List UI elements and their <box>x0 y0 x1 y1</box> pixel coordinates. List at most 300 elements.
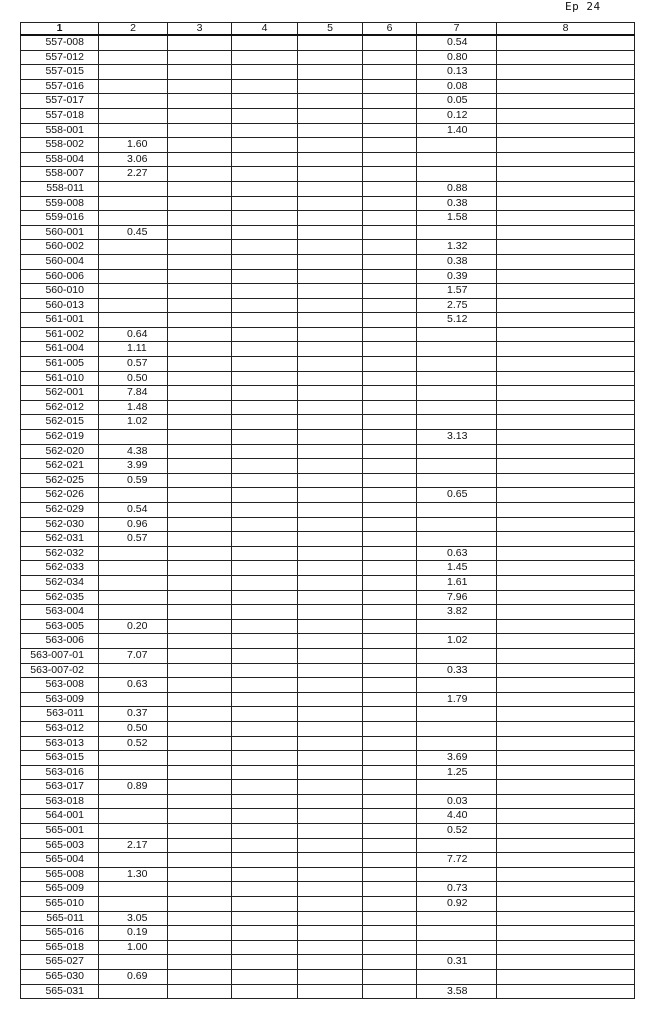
col7-value-cell <box>417 707 497 722</box>
row-id-cell: 560-004 <box>21 254 99 269</box>
column-header-2: 2 <box>99 23 168 36</box>
table-row <box>21 605 635 620</box>
col2-value-cell <box>99 269 168 284</box>
col4-cell <box>232 371 298 386</box>
row-id-cell: 558-007 <box>21 167 99 182</box>
col6-cell <box>363 765 417 780</box>
row-id-cell: 559-008 <box>21 196 99 211</box>
col4-cell <box>232 882 298 897</box>
col8-cell <box>497 386 635 401</box>
col7-value-cell <box>417 970 497 985</box>
col7-value-cell <box>417 780 497 795</box>
page-label: Ep 24 <box>565 0 601 13</box>
col8-cell <box>497 794 635 809</box>
col8-cell <box>497 955 635 970</box>
table-row <box>21 94 635 109</box>
col6-cell <box>363 619 417 634</box>
row-id-cell: 565-009 <box>21 882 99 897</box>
col8-cell <box>497 50 635 65</box>
col7-value-cell: 0.08 <box>417 79 497 94</box>
col5-cell <box>298 50 363 65</box>
row-id-cell: 558-002 <box>21 138 99 153</box>
col8-cell <box>497 707 635 722</box>
col6-cell <box>363 444 417 459</box>
col8-cell <box>497 298 635 313</box>
table-row <box>21 619 635 634</box>
ledger-table <box>20 22 635 999</box>
col6-cell <box>363 867 417 882</box>
col7-value-cell <box>417 517 497 532</box>
col3-cell <box>168 254 232 269</box>
col5-cell <box>298 35 363 50</box>
col8-cell <box>497 35 635 50</box>
col6-cell <box>363 50 417 65</box>
table-row <box>21 867 635 882</box>
col5-cell <box>298 225 363 240</box>
col8-cell <box>497 108 635 123</box>
col5-cell <box>298 459 363 474</box>
col2-value-cell <box>99 663 168 678</box>
col8-cell <box>497 459 635 474</box>
col6-cell <box>363 503 417 518</box>
table-row <box>21 415 635 430</box>
column-header-4: 4 <box>232 23 298 36</box>
col4-cell <box>232 663 298 678</box>
col2-value-cell <box>99 590 168 605</box>
col6-cell <box>363 736 417 751</box>
row-id-cell: 563-015 <box>21 751 99 766</box>
row-id-cell: 565-016 <box>21 926 99 941</box>
col3-cell <box>168 984 232 999</box>
col3-cell <box>168 575 232 590</box>
col3-cell <box>168 459 232 474</box>
col6-cell <box>363 488 417 503</box>
row-id-cell: 563-007-02 <box>21 663 99 678</box>
col5-cell <box>298 503 363 518</box>
col2-value-cell <box>99 824 168 839</box>
col3-cell <box>168 751 232 766</box>
col4-cell <box>232 692 298 707</box>
col2-value-cell <box>99 692 168 707</box>
col5-cell <box>298 882 363 897</box>
col8-cell <box>497 911 635 926</box>
col7-value-cell <box>417 167 497 182</box>
row-id-cell: 563-012 <box>21 721 99 736</box>
col7-value-cell <box>417 736 497 751</box>
col6-cell <box>363 663 417 678</box>
row-id-cell: 562-035 <box>21 590 99 605</box>
col3-cell <box>168 736 232 751</box>
col7-value-cell: 0.73 <box>417 882 497 897</box>
table-row <box>21 984 635 999</box>
col5-cell <box>298 123 363 138</box>
column-header-1: 1 <box>21 23 99 36</box>
col6-cell <box>363 138 417 153</box>
table-row <box>21 780 635 795</box>
col5-cell <box>298 605 363 620</box>
table-row <box>21 692 635 707</box>
table-row <box>21 138 635 153</box>
table-row <box>21 313 635 328</box>
col4-cell <box>232 911 298 926</box>
col7-value-cell: 1.57 <box>417 284 497 299</box>
col2-value-cell <box>99 430 168 445</box>
col6-cell <box>363 911 417 926</box>
col8-cell <box>497 181 635 196</box>
col4-cell <box>232 648 298 663</box>
col7-value-cell: 1.58 <box>417 211 497 226</box>
table-row <box>21 269 635 284</box>
table-row <box>21 736 635 751</box>
table-row <box>21 79 635 94</box>
col6-cell <box>363 678 417 693</box>
col8-cell <box>497 590 635 605</box>
col2-value-cell <box>99 50 168 65</box>
col2-value-cell <box>99 284 168 299</box>
row-id-cell: 565-001 <box>21 824 99 839</box>
row-id-cell: 565-011 <box>21 911 99 926</box>
table-row <box>21 926 635 941</box>
col6-cell <box>363 794 417 809</box>
table-row <box>21 65 635 80</box>
col7-value-cell <box>417 532 497 547</box>
col3-cell <box>168 882 232 897</box>
col6-cell <box>363 926 417 941</box>
table-row <box>21 488 635 503</box>
col5-cell <box>298 721 363 736</box>
col8-cell <box>497 882 635 897</box>
col8-cell <box>497 444 635 459</box>
col6-cell <box>363 430 417 445</box>
row-id-cell: 565-027 <box>21 955 99 970</box>
col3-cell <box>168 488 232 503</box>
col6-cell <box>363 327 417 342</box>
col6-cell <box>363 181 417 196</box>
row-id-cell: 557-015 <box>21 65 99 80</box>
col4-cell <box>232 751 298 766</box>
table-row <box>21 357 635 372</box>
col6-cell <box>363 167 417 182</box>
col3-cell <box>168 138 232 153</box>
row-id-cell: 557-016 <box>21 79 99 94</box>
row-id-cell: 562-015 <box>21 415 99 430</box>
col2-value-cell <box>99 809 168 824</box>
col3-cell <box>168 765 232 780</box>
row-id-cell: 563-013 <box>21 736 99 751</box>
col8-cell <box>497 196 635 211</box>
col2-value-cell <box>99 634 168 649</box>
row-id-cell: 557-012 <box>21 50 99 65</box>
col7-value-cell: 0.38 <box>417 254 497 269</box>
col3-cell <box>168 648 232 663</box>
col8-cell <box>497 926 635 941</box>
col8-cell <box>497 167 635 182</box>
row-id-cell: 559-016 <box>21 211 99 226</box>
row-id-cell: 564-001 <box>21 809 99 824</box>
col7-value-cell: 0.80 <box>417 50 497 65</box>
col7-value-cell: 1.40 <box>417 123 497 138</box>
col4-cell <box>232 152 298 167</box>
col5-cell <box>298 254 363 269</box>
col5-cell <box>298 298 363 313</box>
table-row <box>21 751 635 766</box>
table-row <box>21 225 635 240</box>
col8-cell <box>497 371 635 386</box>
row-id-cell: 562-019 <box>21 430 99 445</box>
col2-value-cell: 0.59 <box>99 473 168 488</box>
col6-cell <box>363 984 417 999</box>
col3-cell <box>168 50 232 65</box>
col5-cell <box>298 430 363 445</box>
col7-value-cell: 3.58 <box>417 984 497 999</box>
col7-value-cell: 3.69 <box>417 751 497 766</box>
row-id-cell: 562-033 <box>21 561 99 576</box>
col3-cell <box>168 269 232 284</box>
col8-cell <box>497 269 635 284</box>
col6-cell <box>363 605 417 620</box>
table-row <box>21 794 635 809</box>
col2-value-cell: 0.37 <box>99 707 168 722</box>
col2-value-cell: 0.54 <box>99 503 168 518</box>
col4-cell <box>232 459 298 474</box>
col4-cell <box>232 619 298 634</box>
col2-value-cell: 2.27 <box>99 167 168 182</box>
col7-value-cell: 3.82 <box>417 605 497 620</box>
col6-cell <box>363 955 417 970</box>
col3-cell <box>168 444 232 459</box>
col5-cell <box>298 619 363 634</box>
col8-cell <box>497 838 635 853</box>
col7-value-cell <box>417 152 497 167</box>
table-row <box>21 970 635 985</box>
col5-cell <box>298 400 363 415</box>
col7-value-cell: 1.61 <box>417 575 497 590</box>
col4-cell <box>232 123 298 138</box>
col8-cell <box>497 240 635 255</box>
col5-cell <box>298 678 363 693</box>
table-row <box>21 386 635 401</box>
table-row <box>21 503 635 518</box>
row-id-cell: 563-011 <box>21 707 99 722</box>
row-id-cell: 562-034 <box>21 575 99 590</box>
col5-cell <box>298 955 363 970</box>
col4-cell <box>232 517 298 532</box>
col3-cell <box>168 35 232 50</box>
col8-cell <box>497 327 635 342</box>
col3-cell <box>168 897 232 912</box>
table-row <box>21 911 635 926</box>
table-row <box>21 459 635 474</box>
col4-cell <box>232 181 298 196</box>
col6-cell <box>363 211 417 226</box>
col8-cell <box>497 853 635 868</box>
col8-cell <box>497 532 635 547</box>
col7-value-cell <box>417 926 497 941</box>
col6-cell <box>363 152 417 167</box>
col8-cell <box>497 254 635 269</box>
col8-cell <box>497 721 635 736</box>
col5-cell <box>298 342 363 357</box>
col7-value-cell <box>417 721 497 736</box>
col7-value-cell <box>417 867 497 882</box>
col3-cell <box>168 327 232 342</box>
col6-cell <box>363 648 417 663</box>
col2-value-cell: 0.63 <box>99 678 168 693</box>
row-id-cell: 565-004 <box>21 853 99 868</box>
col5-cell <box>298 65 363 80</box>
col4-cell <box>232 196 298 211</box>
table-header <box>21 23 635 36</box>
col8-cell <box>497 736 635 751</box>
col4-cell <box>232 444 298 459</box>
col4-cell <box>232 415 298 430</box>
col5-cell <box>298 488 363 503</box>
row-id-cell: 561-010 <box>21 371 99 386</box>
col6-cell <box>363 882 417 897</box>
col5-cell <box>298 371 363 386</box>
col8-cell <box>497 503 635 518</box>
col5-cell <box>298 181 363 196</box>
col5-cell <box>298 809 363 824</box>
col2-value-cell <box>99 196 168 211</box>
col4-cell <box>232 94 298 109</box>
col3-cell <box>168 970 232 985</box>
col8-cell <box>497 138 635 153</box>
table-row <box>21 765 635 780</box>
col2-value-cell: 2.17 <box>99 838 168 853</box>
col4-cell <box>232 327 298 342</box>
col3-cell <box>168 721 232 736</box>
header-row <box>21 23 635 36</box>
table-row <box>21 882 635 897</box>
col3-cell <box>168 503 232 518</box>
col7-value-cell: 0.05 <box>417 94 497 109</box>
col7-value-cell: 0.38 <box>417 196 497 211</box>
col2-value-cell <box>99 853 168 868</box>
row-id-cell: 562-032 <box>21 546 99 561</box>
row-id-cell: 563-016 <box>21 765 99 780</box>
col4-cell <box>232 240 298 255</box>
col3-cell <box>168 940 232 955</box>
col6-cell <box>363 415 417 430</box>
col6-cell <box>363 196 417 211</box>
col4-cell <box>232 225 298 240</box>
col2-value-cell <box>99 254 168 269</box>
col3-cell <box>168 371 232 386</box>
col6-cell <box>363 575 417 590</box>
row-id-cell: 561-002 <box>21 327 99 342</box>
col4-cell <box>232 634 298 649</box>
col7-value-cell <box>417 225 497 240</box>
col6-cell <box>363 824 417 839</box>
col8-cell <box>497 211 635 226</box>
col6-cell <box>363 35 417 50</box>
column-header-6: 6 <box>363 23 417 36</box>
col2-value-cell <box>99 488 168 503</box>
row-id-cell: 565-030 <box>21 970 99 985</box>
col6-cell <box>363 357 417 372</box>
col6-cell <box>363 721 417 736</box>
col8-cell <box>497 123 635 138</box>
table-row <box>21 342 635 357</box>
col3-cell <box>168 240 232 255</box>
table-row <box>21 634 635 649</box>
col5-cell <box>298 444 363 459</box>
col2-value-cell <box>99 561 168 576</box>
col5-cell <box>298 517 363 532</box>
col3-cell <box>168 780 232 795</box>
col6-cell <box>363 342 417 357</box>
row-id-cell: 562-025 <box>21 473 99 488</box>
row-id-cell: 565-018 <box>21 940 99 955</box>
table-row <box>21 707 635 722</box>
col5-cell <box>298 663 363 678</box>
col6-cell <box>363 313 417 328</box>
row-id-cell: 557-017 <box>21 94 99 109</box>
col5-cell <box>298 751 363 766</box>
col3-cell <box>168 911 232 926</box>
col3-cell <box>168 853 232 868</box>
col5-cell <box>298 897 363 912</box>
col8-cell <box>497 605 635 620</box>
row-id-cell: 563-006 <box>21 634 99 649</box>
col8-cell <box>497 284 635 299</box>
col4-cell <box>232 254 298 269</box>
col7-value-cell: 7.96 <box>417 590 497 605</box>
col2-value-cell <box>99 35 168 50</box>
col3-cell <box>168 794 232 809</box>
col3-cell <box>168 517 232 532</box>
col2-value-cell: 0.89 <box>99 780 168 795</box>
col7-value-cell <box>417 911 497 926</box>
col3-cell <box>168 94 232 109</box>
col4-cell <box>232 298 298 313</box>
col7-value-cell <box>417 473 497 488</box>
row-id-cell: 562-001 <box>21 386 99 401</box>
col2-value-cell: 0.45 <box>99 225 168 240</box>
table-row <box>21 284 635 299</box>
col5-cell <box>298 984 363 999</box>
col7-value-cell <box>417 400 497 415</box>
col2-value-cell: 0.57 <box>99 357 168 372</box>
col4-cell <box>232 561 298 576</box>
col4-cell <box>232 678 298 693</box>
table-body <box>21 35 635 999</box>
col7-value-cell <box>417 327 497 342</box>
col2-value-cell: 1.00 <box>99 940 168 955</box>
col5-cell <box>298 765 363 780</box>
table-row <box>21 575 635 590</box>
col4-cell <box>232 167 298 182</box>
col3-cell <box>168 123 232 138</box>
row-id-cell: 560-013 <box>21 298 99 313</box>
table-row <box>21 254 635 269</box>
row-id-cell: 562-021 <box>21 459 99 474</box>
col4-cell <box>232 269 298 284</box>
col6-cell <box>363 459 417 474</box>
col5-cell <box>298 240 363 255</box>
col3-cell <box>168 590 232 605</box>
col2-value-cell <box>99 955 168 970</box>
col4-cell <box>232 736 298 751</box>
col4-cell <box>232 108 298 123</box>
col6-cell <box>363 517 417 532</box>
col8-cell <box>497 430 635 445</box>
col5-cell <box>298 648 363 663</box>
col3-cell <box>168 867 232 882</box>
col3-cell <box>168 386 232 401</box>
table-row <box>21 678 635 693</box>
